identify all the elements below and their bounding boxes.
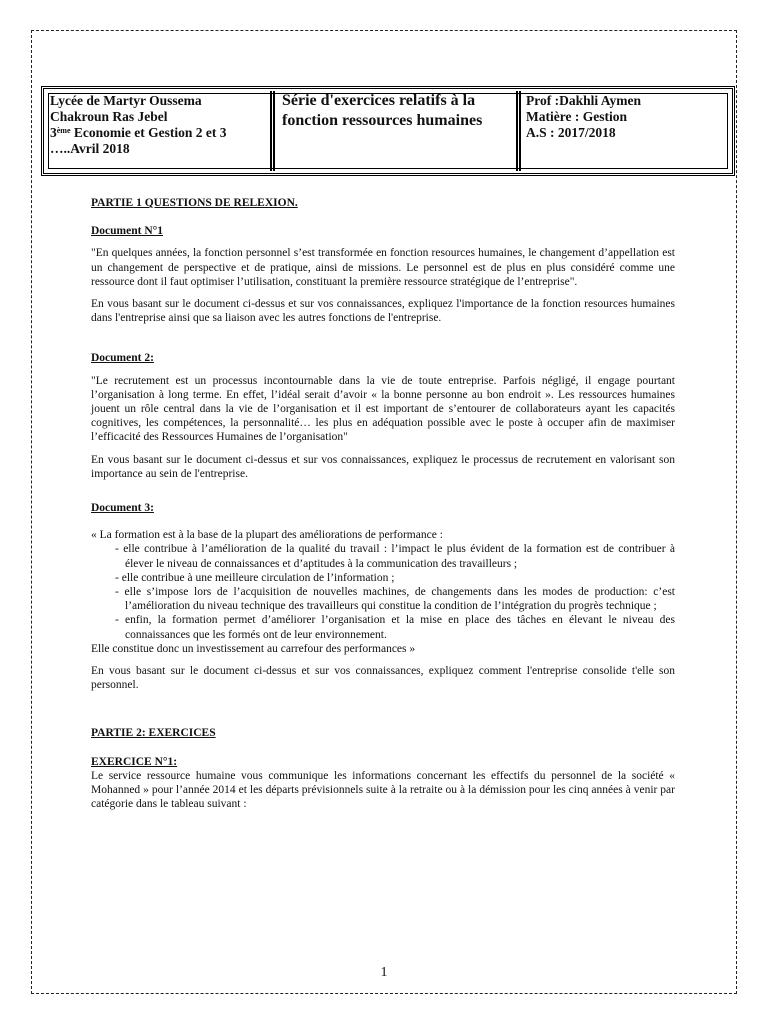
doc3-bullet: - elle contribue à l’amélioration de la qualité du travail : l’impact le plus évident de la formation est de contribuer à élever le niveau de connaissances et d’aptitudes à la communication des travailleurs ; [91,542,675,570]
exercise1-text: Le service ressource humaine vous communique les informations concernant les effectifs du personnel de la société « Mohanned » pour l’année 2014 et les départs prévisionnels suite à la retraite ou à la démission pour les cinq années à venir par catégorie dans le tableau suivant : [91,769,675,811]
prof-name: Prof :Dakhli Aymen [526,93,642,108]
main-content [91,196,675,812]
doc1-title: Document N°1 [91,225,163,238]
school-info [50,93,270,157]
class-text: Economie et Gestion 2 et 3 [70,125,227,140]
subject: Matière : Gestion [526,109,627,124]
doc3-outro: Elle constitue donc un investissement au carrefour des performances » [91,642,416,655]
doc3-question: En vous basant sur le document ci-dessus et sur vos connaissances, expliquez comment l'entreprise consolide t'elle son personnel. [91,665,675,692]
class-superscript: ème [56,126,71,135]
doc3-bullet-list [91,542,675,641]
date-line: …..Avril 2018 [50,141,130,156]
doc3-bullet: - enfin, la formation permet d’améliorer l’organisation et la mise en place des tâches en élevant le niveau des connaissances que les formés ont de leur environnement. [91,613,675,641]
header-box [41,86,735,176]
document-title [282,91,518,131]
class-line [50,125,270,141]
school-name-line2: Chakroun Ras Jebel [50,109,168,124]
class-number: 3 [50,125,57,140]
doc3-bullet: - elle s’impose lors de l’acquisition de nouvelles machines, de changements dans les modes de production: c’est l’amélioration du niveau technique des travailleurs qui constitue la condition de l’intégration du progrès technique ; [91,585,675,613]
teacher-info [526,93,726,141]
doc3-title: Document 3: [91,502,154,515]
doc3-intro: « La formation est à la base de la plupart des améliorations de performance : [91,529,443,542]
doc1-question: En vous basant sur le document ci-dessus et sur vos connaissances, expliquez l'importance de la fonction resources humaines dans l'entreprise ainsi que sa liaison avec les autres fonctions de l'entreprise. [91,298,675,325]
doc2-quote: "Le recrutement est un processus incontournable dans la vie de toute entreprise. Parfois négligé, il engage pourtant l’organisation à long terme. En effet, l’idéal serait d’avoir « la bonne personne au bon endroit ». Les ressources humaines jouent un rôle central dans la vie de l’organisation et il est important de s’entourer de collaborateurs ayant les capacités cognitives, les compétences, la personnalité… les plus en adéquation possible avec le poste à occuper afin de maximiser l’efficacité des Ressources Humaines de l’organisation" [91,374,675,444]
exercise1-title: EXERCICE N°1: [91,755,178,768]
header-separator-left [270,91,275,171]
doc2-title: Document 2: [91,352,154,365]
doc3-bullet: - elle contribue à une meilleure circulation de l’information ; [91,571,675,585]
doc1-quote: "En quelques années, la fonction personnel s’est transformée en fonction resources humaines, le changement d’appellation est un changement de perspective et de pratique, ainsi de missions. Le personnel est de plus en plus considéré comme une ressource dont il faut optimiser l’utilisation, constituant la première ressource stratégique de l’entreprise". [91,247,675,288]
school-name-line1: Lycée de Martyr Oussema [50,93,202,108]
title-line2: fonction ressources humaines [282,112,483,129]
header-separator-right [516,91,521,171]
partie1-title: PARTIE 1 QUESTIONS DE RELEXION. [91,197,298,209]
title-line1: Série d'exercices relatifs à la [282,92,476,109]
doc2-question: En vous basant sur le document ci-dessus et sur vos connaissances, expliquez le processus de recrutement en valorisant son importance au sein de l'entreprise. [91,453,675,480]
school-year: A.S : 2017/2018 [526,125,616,140]
page-number: 1 [380,965,388,980]
partie2-title: PARTIE 2: EXERCICES [91,727,216,740]
